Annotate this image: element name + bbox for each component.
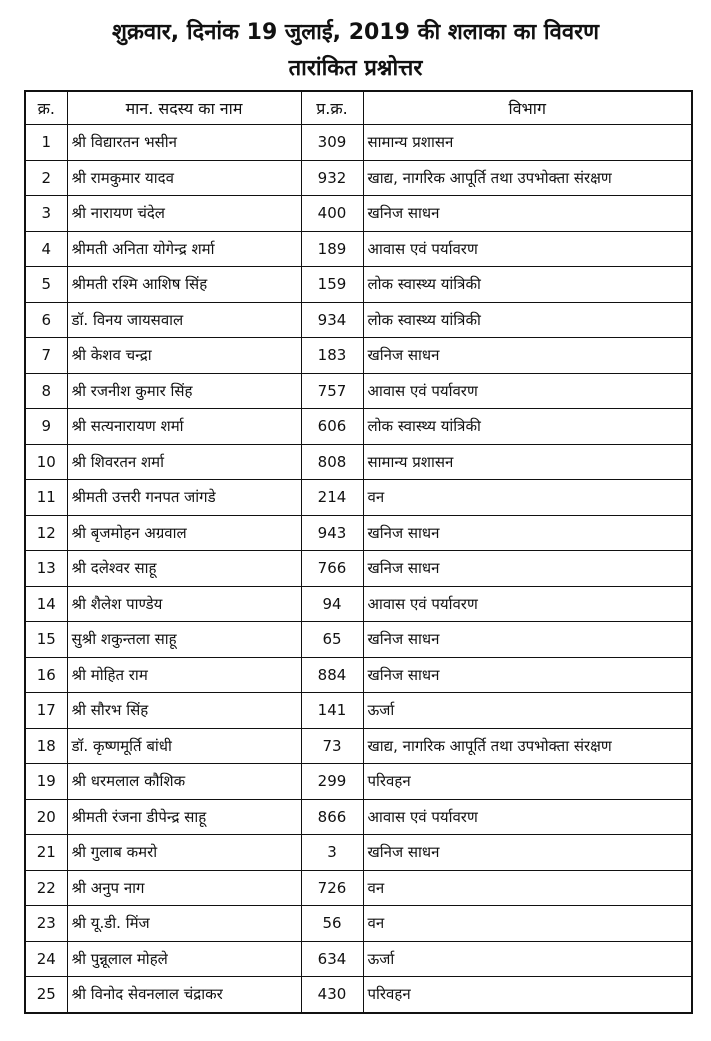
cell-serial-number: 25 [25, 977, 67, 1013]
table-row [25, 586, 692, 622]
cell-serial-number: 8 [25, 373, 67, 409]
cell-serial-number: 5 [25, 267, 67, 303]
table-row [25, 125, 692, 161]
cell-member-name: श्री नारायण चंदेल [67, 196, 301, 232]
cell-member-name: श्री सत्यनारायण शर्मा [67, 409, 301, 445]
cell-member-name: सुश्री शकुन्तला साहू [67, 622, 301, 658]
cell-member-name: डॉ. विनय जायसवाल [67, 302, 301, 338]
table-body [25, 125, 692, 1013]
table-row [25, 622, 692, 658]
cell-question-number: 766 [301, 551, 363, 587]
cell-serial-number: 11 [25, 480, 67, 516]
cell-question-number: 634 [301, 941, 363, 977]
cell-department: सामान्य प्रशासन [363, 125, 692, 161]
cell-department: लोक स्वास्थ्य यांत्रिकी [363, 409, 692, 445]
cell-question-number: 943 [301, 515, 363, 551]
document-title: शुक्रवार, दिनांक 19 जुलाई, 2019 की शलाका का विवरण [112, 20, 599, 45]
cell-member-name: श्री दलेश्वर साहू [67, 551, 301, 587]
cell-member-name: श्री शैलेश पाण्डेय [67, 586, 301, 622]
document-subtitle: तारांकित प्रश्नोत्तर [288, 56, 423, 81]
table-row [25, 267, 692, 303]
cell-serial-number: 10 [25, 444, 67, 480]
table-row [25, 480, 692, 516]
cell-question-number: 400 [301, 196, 363, 232]
cell-department: खनिज साधन [363, 338, 692, 374]
cell-member-name: श्री धरमलाल कौशिक [67, 764, 301, 800]
cell-serial-number: 23 [25, 906, 67, 942]
table-row [25, 515, 692, 551]
cell-member-name: श्रीमती रंजना डीपेन्द्र साहू [67, 799, 301, 835]
cell-department: सामान्य प्रशासन [363, 444, 692, 480]
cell-serial-number: 7 [25, 338, 67, 374]
cell-question-number: 65 [301, 622, 363, 658]
cell-serial-number: 9 [25, 409, 67, 445]
table-row [25, 444, 692, 480]
cell-question-number: 866 [301, 799, 363, 835]
cell-serial-number: 19 [25, 764, 67, 800]
cell-member-name: श्री सौरभ सिंह [67, 693, 301, 729]
cell-member-name: श्री रामकुमार यादव [67, 160, 301, 196]
cell-department: खनिज साधन [363, 515, 692, 551]
cell-question-number: 606 [301, 409, 363, 445]
table-row [25, 338, 692, 374]
cell-serial-number: 16 [25, 657, 67, 693]
cell-serial-number: 2 [25, 160, 67, 196]
table-row [25, 941, 692, 977]
cell-serial-number: 21 [25, 835, 67, 871]
cell-member-name: श्रीमती उत्तरी गनपत जांगडे [67, 480, 301, 516]
cell-question-number: 757 [301, 373, 363, 409]
cell-member-name: श्री विनोद सेवनलाल चंद्राकर [67, 977, 301, 1013]
cell-member-name: श्री गुलाब कमरो [67, 835, 301, 871]
cell-serial-number: 18 [25, 728, 67, 764]
cell-question-number: 214 [301, 480, 363, 516]
cell-question-number: 73 [301, 728, 363, 764]
cell-department: खाद्य, नागरिक आपूर्ति तथा उपभोक्ता संरक्षण [363, 160, 692, 196]
cell-department: आवास एवं पर्यावरण [363, 373, 692, 409]
cell-question-number: 884 [301, 657, 363, 693]
cell-department: परिवहन [363, 977, 692, 1013]
cell-serial-number: 14 [25, 586, 67, 622]
header-serial-number: क्र. [25, 91, 67, 125]
table-row [25, 302, 692, 338]
cell-question-number: 3 [301, 835, 363, 871]
cell-question-number: 430 [301, 977, 363, 1013]
cell-question-number: 808 [301, 444, 363, 480]
table-row [25, 160, 692, 196]
header-department: विभाग [363, 91, 692, 125]
cell-question-number: 159 [301, 267, 363, 303]
cell-member-name: श्री बृजमोहन अग्रवाल [67, 515, 301, 551]
cell-serial-number: 4 [25, 231, 67, 267]
cell-member-name: डॉ. कृष्णमूर्ति बांधी [67, 728, 301, 764]
cell-question-number: 141 [301, 693, 363, 729]
cell-serial-number: 13 [25, 551, 67, 587]
cell-question-number: 934 [301, 302, 363, 338]
cell-member-name: श्री विद्यारतन भसीन [67, 125, 301, 161]
cell-serial-number: 6 [25, 302, 67, 338]
table-row [25, 764, 692, 800]
table-row [25, 799, 692, 835]
cell-department: आवास एवं पर्यावरण [363, 231, 692, 267]
cell-department: ऊर्जा [363, 693, 692, 729]
cell-department: आवास एवं पर्यावरण [363, 799, 692, 835]
cell-serial-number: 15 [25, 622, 67, 658]
cell-department: खनिज साधन [363, 196, 692, 232]
cell-department: लोक स्वास्थ्य यांत्रिकी [363, 302, 692, 338]
cell-serial-number: 12 [25, 515, 67, 551]
questions-table [24, 90, 693, 1014]
cell-department: वन [363, 870, 692, 906]
header-member-name: मान. सदस्य का नाम [67, 91, 301, 125]
cell-question-number: 309 [301, 125, 363, 161]
cell-member-name: श्री यू.डी. मिंज [67, 906, 301, 942]
cell-serial-number: 17 [25, 693, 67, 729]
cell-member-name: श्री रजनीश कुमार सिंह [67, 373, 301, 409]
cell-member-name: श्रीमती रश्मि आशिष सिंह [67, 267, 301, 303]
cell-department: खनिज साधन [363, 657, 692, 693]
cell-member-name: श्री पुन्नूलाल मोहले [67, 941, 301, 977]
cell-serial-number: 3 [25, 196, 67, 232]
table-row [25, 373, 692, 409]
cell-department: खनिज साधन [363, 622, 692, 658]
cell-serial-number: 20 [25, 799, 67, 835]
cell-serial-number: 1 [25, 125, 67, 161]
cell-question-number: 932 [301, 160, 363, 196]
table-row [25, 870, 692, 906]
cell-member-name: श्री अनुप नाग [67, 870, 301, 906]
cell-question-number: 189 [301, 231, 363, 267]
cell-department: वन [363, 906, 692, 942]
cell-department: ऊर्जा [363, 941, 692, 977]
cell-question-number: 726 [301, 870, 363, 906]
cell-member-name: श्री केशव चन्द्रा [67, 338, 301, 374]
table-row [25, 693, 692, 729]
table-row [25, 551, 692, 587]
table-row [25, 835, 692, 871]
cell-department: खनिज साधन [363, 551, 692, 587]
cell-department: खनिज साधन [363, 835, 692, 871]
cell-question-number: 299 [301, 764, 363, 800]
table-row [25, 409, 692, 445]
cell-department: खाद्य, नागरिक आपूर्ति तथा उपभोक्ता संरक्षण [363, 728, 692, 764]
cell-question-number: 56 [301, 906, 363, 942]
table-row [25, 906, 692, 942]
cell-serial-number: 22 [25, 870, 67, 906]
table-row [25, 657, 692, 693]
cell-question-number: 94 [301, 586, 363, 622]
cell-member-name: श्रीमती अनिता योगेन्द्र शर्मा [67, 231, 301, 267]
cell-department: वन [363, 480, 692, 516]
table-row [25, 231, 692, 267]
cell-question-number: 183 [301, 338, 363, 374]
cell-member-name: श्री मोहित राम [67, 657, 301, 693]
cell-department: लोक स्वास्थ्य यांत्रिकी [363, 267, 692, 303]
table-header-row [25, 91, 692, 125]
cell-member-name: श्री शिवरतन शर्मा [67, 444, 301, 480]
table-row [25, 977, 692, 1013]
table-row [25, 728, 692, 764]
cell-department: परिवहन [363, 764, 692, 800]
cell-serial-number: 24 [25, 941, 67, 977]
table-row [25, 196, 692, 232]
cell-department: आवास एवं पर्यावरण [363, 586, 692, 622]
header-question-number: प्र.क्र. [301, 91, 363, 125]
